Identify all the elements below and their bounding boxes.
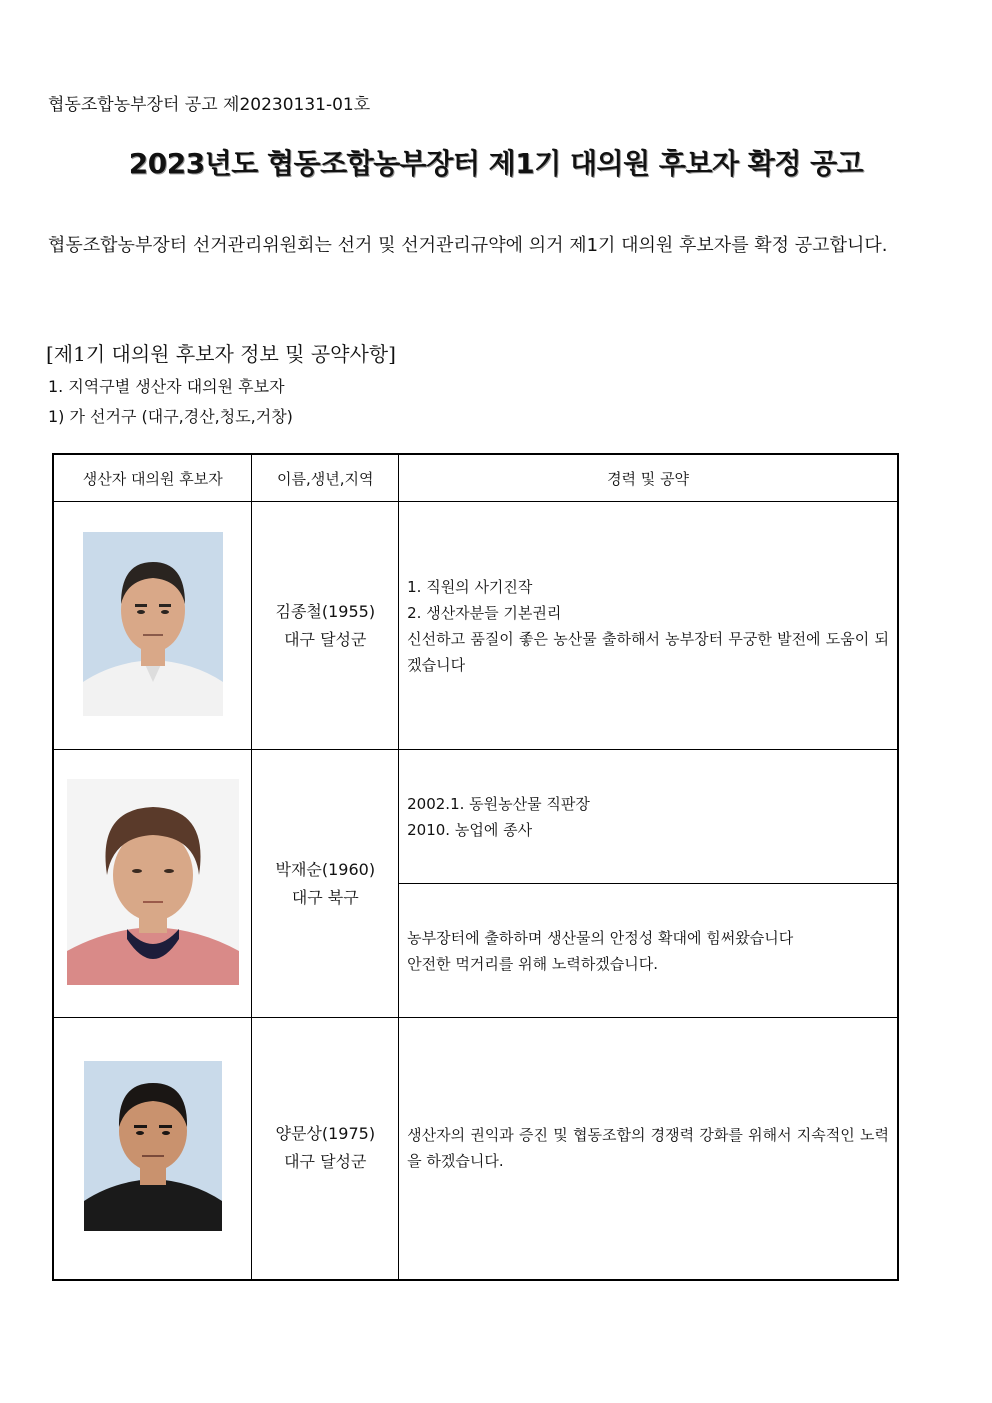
subheading-district: 1) 가 선거구 (대구,경산,청도,거창) <box>48 407 293 426</box>
pledge-line: 1. 직원의 사기진작 <box>407 577 533 596</box>
pledge-line: 안전한 먹거리를 위해 노력하겠습니다. <box>407 954 659 973</box>
table-row <box>53 1018 898 1280</box>
candidate-photo-cell <box>53 502 252 750</box>
candidate-region: 대구 달성군 <box>284 629 367 649</box>
career-line: 2010. 농업에 종사 <box>407 820 533 839</box>
candidate-pledge-cell <box>399 1018 898 1280</box>
table-header-row <box>53 454 898 502</box>
candidate-photo-cell <box>53 750 252 1018</box>
subheading-region-producers: 1. 지역구별 생산자 대의원 후보자 <box>48 377 285 396</box>
candidate-name: 김종철(1955) <box>275 601 376 621</box>
candidate-name: 양문상(1975) <box>275 1124 376 1144</box>
header-career-pledge: 경력 및 공약 <box>399 454 898 502</box>
candidate-photo-2 <box>67 779 239 985</box>
header-name-year-region: 이름,생년,지역 <box>252 454 399 502</box>
candidate-pledge-cell <box>399 884 898 1018</box>
section-heading: [제1기 대의원 후보자 정보 및 공약사항] <box>46 342 396 366</box>
intro-paragraph: 협동조합농부장터 선거관리위원회는 선거 및 선거관리규약에 의거 제1기 대의원 후보자를 확정 공고합니다. <box>48 235 888 256</box>
candidate-photo-cell <box>53 1018 252 1280</box>
notice-number: 협동조합농부장터 공고 제20230131-01호 <box>48 95 371 115</box>
candidate-photo-1 <box>83 532 223 716</box>
candidate-table <box>52 453 899 1281</box>
career-line: 2002.1. 동원농산물 직판장 <box>407 794 590 813</box>
candidate-career-cell <box>399 750 898 884</box>
candidate-photo-3 <box>84 1061 222 1231</box>
header-candidate: 생산자 대의원 후보자 <box>53 454 252 502</box>
candidate-name-cell <box>252 502 399 750</box>
table-row <box>53 502 898 750</box>
pledge-line: 신선하고 품질이 좋은 농산물 출하해서 농부장터 무궁한 발전에 도움이 되겠습니다 <box>407 629 889 674</box>
candidate-region: 대구 북구 <box>291 887 359 907</box>
candidate-pledge-cell <box>399 502 898 750</box>
pledge-line: 생산자의 권익과 증진 및 협동조합의 경쟁력 강화를 위해서 지속적인 노력을 하겠습니다. <box>407 1126 889 1171</box>
candidate-region: 대구 달성군 <box>284 1152 367 1172</box>
pledge-line: 2. 생산자분들 기본권리 <box>407 603 562 622</box>
page-title: 2023년도 협동조합농부장터 제1기 대의원 후보자 확정 공고 <box>128 147 864 180</box>
candidate-name: 박재순(1960) <box>275 859 376 879</box>
candidate-name-cell <box>252 1018 399 1280</box>
pledge-line: 농부장터에 출하하며 생산물의 안정성 확대에 힘써왔습니다 <box>407 928 794 947</box>
candidate-name-cell <box>252 750 399 1018</box>
table-row <box>53 750 898 884</box>
